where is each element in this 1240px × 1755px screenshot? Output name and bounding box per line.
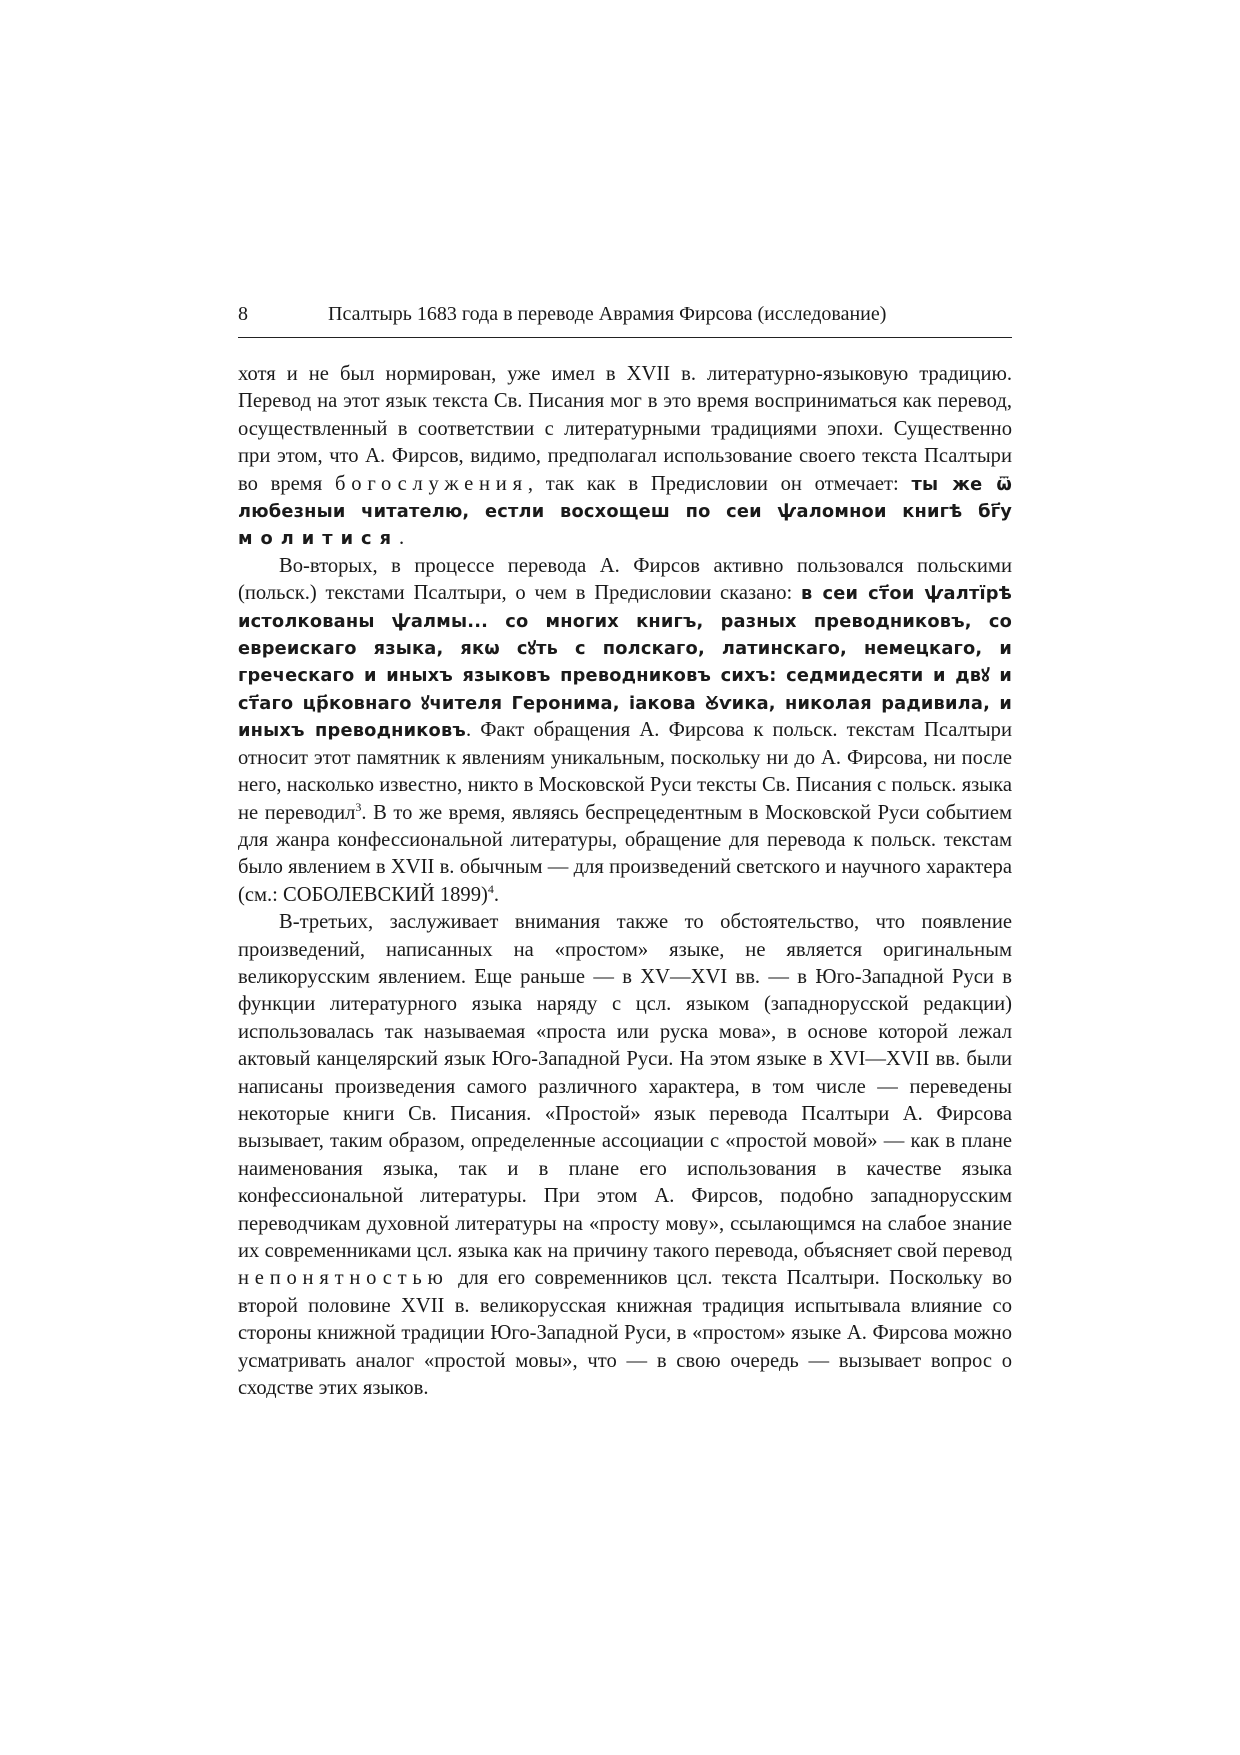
footnote-ref-3[interactable]: 3 (355, 799, 362, 814)
p2-text-3: . В то же время, являясь беспрецедентным в Московской Руси событием для жанра конфессиональной литературы, обращение для перевода к польск. текстам было явлением в XVII в. обычным — для произведений светского и научного характера (см.: СОБОЛЕВСКИЙ 1899) (238, 801, 1012, 906)
p1-quote-b: бг҃у (978, 501, 1012, 523)
paragraph-3 (238, 909, 1012, 1402)
body-text (238, 361, 1012, 1402)
p3-text-2: для его современников цсл. текста Псалтыри. Поскольку во второй половине XVII в. великорусская книжная традиция испытывала влияние со стороны книжной традиции Юго-Западной Руси, в «простом» языке А. Фирсова можно усматривать аналог «простой мовы», что — в свою очередь — вызывает вопрос о сходстве этих языков. (238, 1267, 1012, 1400)
p1-spaced-word: богослужения (335, 472, 528, 495)
p3-spaced-word: непонятностью (238, 1267, 449, 1290)
p1-text-1: хотя и не был нормирован, уже имел в XVII в. литературно-языковую традицию. Перевод на этот язык текста Св. Писания мог в это время восприниматься как перевод, осуществленный в соответствии с литературными традициями эпохи. Существенно при этом, что А. Фирсов, видимо, предполагал использование своего текста Псалтыри во время (238, 363, 1012, 495)
p1-quote-a: ты же ѿ любезныи читателю, естли восхощеш по сеи ѱаломнои книгѣ (238, 473, 1012, 523)
p1-text-2: , так как в Предисловии он отмечает: (527, 472, 899, 495)
p2-text-2: . Факт обращения А. Фирсова к польск. текстам Псалтыри относит этот памятник к явлениям уникальным, поскольку ни до А. Фирсова, ни после него, насколько известно, никто в Московской Руси тексты Св. Писания с польск. языка не переводил (238, 719, 1012, 824)
p1-text-3: . (399, 527, 405, 550)
p2-church-slavonic-quote: в сеи ст҃ои ѱалтїрѣ истолкованы ѱалмы... со многих книгъ, разных преводниковъ, со евреискаго языка, якѡ сꙋть с полскаго, латинскаго, немецкаго, и греческаго и иныхъ языковъ преводниковъ сихъ: седмидесяти и двꙋ и ст҃аго цр҃ковнаго ꙋчителя Геронима, іакова Ꙋѵика, николая радивила, и иныхъ преводниковъ (238, 583, 1012, 742)
paragraph-2 (238, 553, 1012, 909)
running-title: Псалтырь 1683 года в переводе Аврамия Фирсова (исследование) (328, 303, 887, 325)
p1-quote-spaced: молитися (238, 528, 400, 550)
paragraph-1 (238, 361, 1012, 553)
running-header (238, 303, 1012, 338)
footnote-ref-4[interactable]: 4 (487, 881, 494, 896)
p3-text-1: В-третьих, заслуживает внимания также то обстоятельство, что появление произведений, написанных на «простом» языке, не является оригинальным великорусским явлением. Еще раньше — в XV—XVI вв. — в Юго-Западной Руси в функции литературного языка наряду с цсл. языком (западнорусской редакции) использовалась так называемая «проста или руска мова», в основе которой лежал актовый канцелярский язык Юго-Западной Руси. На этом языке в XVI—XVII вв. были написаны произведения самого различного характера, в том числе — переведены некоторые книги Св. Писания. «Простой» язык перевода Псалтыри А. Фирсова вызывает, таким образом, определенные ассоциации с «простой мовой» — как в плане наименования языка, так и в плане его использования в качестве языка конфессиональной литературы. При этом А. Фирсов, подобно западнорусским переводчикам духовной литературы на «просту мову», ссылающимся на слабое знание их современниками цсл. языка как на причину такого перевода, объясняет свой перевод (238, 911, 1012, 1262)
page-number: 8 (238, 303, 248, 325)
p2-text-4: . (493, 883, 500, 906)
p2-text-1: Во-вторых, в процессе перевода А. Фирсов активно пользовался польскими (польск.) текстами Псалтыри, о чем в Предисловии сказано: (238, 554, 1012, 605)
